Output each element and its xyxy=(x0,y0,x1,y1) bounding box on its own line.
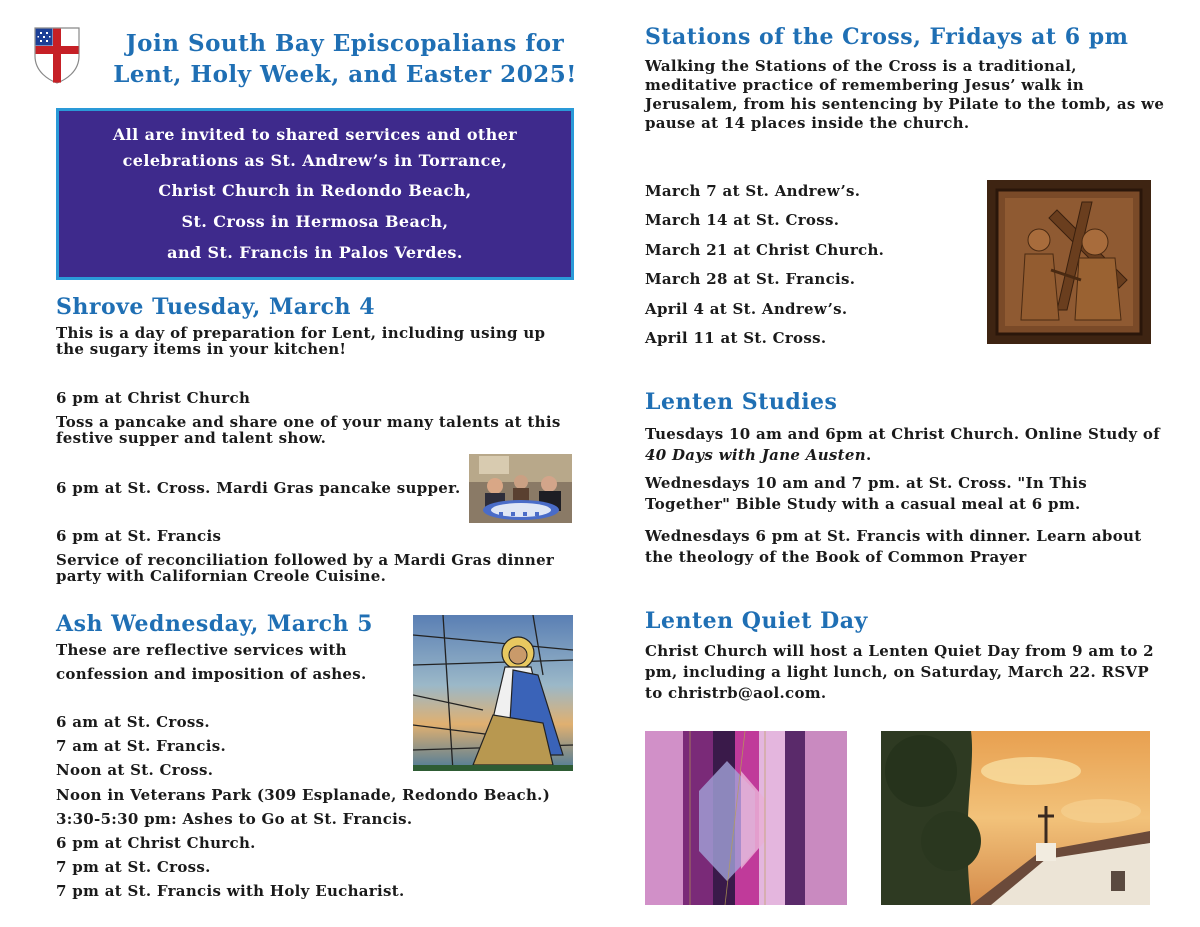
shrove-heading: Shrove Tuesday, March 4 xyxy=(56,294,376,320)
ash-intro: confession and imposition of ashes. xyxy=(56,665,367,683)
carved-station-image xyxy=(987,180,1151,344)
station-date: April 4 at St. Andrew’s. xyxy=(645,300,848,318)
studies-heading: Lenten Studies xyxy=(645,389,838,415)
invite-line: All are invited to shared services and other xyxy=(112,125,518,144)
station-date: March 28 at St. Francis. xyxy=(645,270,856,288)
shrove-item: 6 pm at St. Cross. Mardi Gras pancake supper. xyxy=(56,479,461,497)
quiet-day-body: Christ Church will host a Lenten Quiet Day from 9 am to 2 pm, including a light lunch, on Saturday, March 22. RSVP to christrb@aol.com. xyxy=(645,642,1154,702)
quiet-day-heading: Lenten Quiet Day xyxy=(645,608,868,634)
invite-line: St. Cross in Hermosa Beach, xyxy=(181,212,449,231)
studies-paragraph: Wednesdays 6 pm at St. Francis with dinner. Learn about the theology of the Book of Common Prayer xyxy=(645,527,1142,566)
invite-line: and St. Francis in Palos Verdes. xyxy=(167,243,463,262)
studies-paragraph: Tuesdays 10 am and 6pm at Christ Church. Online Study of 40 Days with Jane Austen. xyxy=(645,425,1160,464)
shrove-item-desc: Service of reconciliation followed by a Mardi Gras dinner party with Californian Creole Cuisine. xyxy=(56,551,555,585)
ash-time: 6 pm at Christ Church. xyxy=(56,834,256,852)
sunset-church-image xyxy=(881,731,1150,905)
ash-time: Noon in Veterans Park (309 Esplanade, Redondo Beach.) xyxy=(56,786,551,804)
stations-intro: Walking the Stations of the Cross is a traditional, meditative practice of remembering Jesus’ walk in Jerusalem, from his sentencing by Pilate to the tomb, as we pause at 14 places inside the church. xyxy=(645,57,1165,132)
pancake-supper-photo xyxy=(469,454,572,523)
station-date: March 7 at St. Andrew’s. xyxy=(645,182,861,200)
shrove-intro: This is a day of preparation for Lent, including using up the sugary items in your kitchen! xyxy=(56,324,546,358)
invite-line: Christ Church in Redondo Beach, xyxy=(158,181,472,200)
invite-line: celebrations as St. Andrew’s in Torrance, xyxy=(122,151,508,170)
book-title: 40 Days with Jane Austen xyxy=(645,446,866,464)
studies-paragraph: Wednesdays 10 am and 7 pm. at St. Cross. "In This Together" Bible Study with a casual meal at 6 pm. xyxy=(645,474,1087,513)
ash-time: 3:30-5:30 pm: Ashes to Go at St. Francis. xyxy=(56,810,413,828)
ash-heading: Ash Wednesday, March 5 xyxy=(56,611,373,637)
station-date: April 11 at St. Cross. xyxy=(645,329,827,347)
invitation-box xyxy=(56,108,574,280)
station-date: March 14 at St. Cross. xyxy=(645,211,840,229)
stained-glass-jesus-image xyxy=(413,615,573,771)
ash-intro: These are reflective services with xyxy=(56,641,347,659)
episcopal-shield-icon xyxy=(33,26,81,84)
shrove-item-title: 6 pm at Christ Church xyxy=(56,389,251,407)
ash-time: 7 am at St. Francis. xyxy=(56,737,226,755)
shrove-item-title: 6 pm at St. Francis xyxy=(56,527,222,545)
purple-fabric-image xyxy=(645,731,847,905)
shrove-item-desc: Toss a pancake and share one of your many talents at this festive supper and talent show. xyxy=(56,413,561,447)
ash-time: Noon at St. Cross. xyxy=(56,761,214,779)
stations-heading: Stations of the Cross, Fridays at 6 pm xyxy=(645,24,1129,50)
ash-time: 6 am at St. Cross. xyxy=(56,713,210,731)
ash-time: 7 pm at St. Francis with Holy Eucharist. xyxy=(56,882,405,900)
page-title: Join South Bay Episcopalians for Lent, Holy Week, and Easter 2025! xyxy=(113,30,577,88)
station-date: March 21 at Christ Church. xyxy=(645,241,885,259)
ash-time: 7 pm at St. Cross. xyxy=(56,858,211,876)
